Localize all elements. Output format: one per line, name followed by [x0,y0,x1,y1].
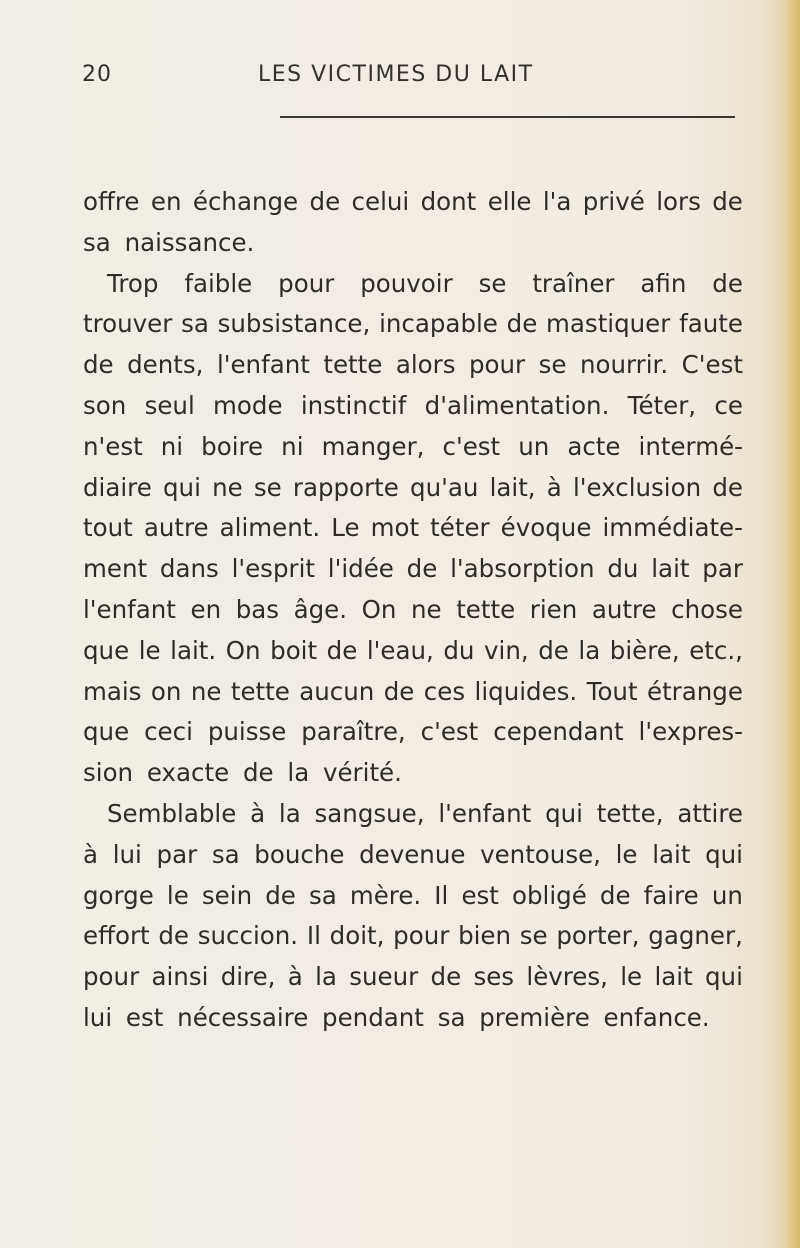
text-line: lui est nécessaire pendant sa première enfance. [83,1002,710,1032]
text-line: pour ainsi dire, à la sueur de ses lèvres, le lait qui [83,962,743,992]
text-line: sa naissance. [83,227,255,257]
running-title: LES VICTIMES DU LAIT [258,62,534,87]
body-text [83,182,743,1039]
text-line: sion exacte de la vérité. [83,758,402,788]
text-line: Semblable à la sangsue, l'enfant qui tette, attire [107,798,743,828]
text-line: effort de succion. Il doit, pour bien se porter, gagner, [83,921,743,951]
text-line: que ceci puisse paraître, c'est cependant l'expres- [83,717,743,747]
text-line: l'enfant en bas âge. On ne tette rien autre chose [83,594,743,624]
text-line: mais on ne tette aucun de ces liquides. Tout étrange [83,676,743,706]
text-line: n'est ni boire ni manger, c'est un acte intermé- [83,431,743,461]
page-header [0,62,800,102]
text-line: son seul mode instinctif d'alimentation. Téter, ce [83,390,743,420]
text-line: Trop faible pour pouvoir se traîner afin de [107,268,743,298]
text-line: gorge le sein de sa mère. Il est obligé de faire un [83,880,743,910]
text-line: que le lait. On boit de l'eau, du vin, de la bière, etc., [83,635,743,665]
text-line: de dents, l'enfant tette alors pour se nourrir. C'est [83,350,743,380]
text-line: offre en échange de celui dont elle l'a privé lors de [83,187,743,216]
page-edge-shadow [782,0,800,1248]
header-rule [280,116,735,118]
text-line: tout autre aliment. Le mot téter évoque immédiate- [83,513,743,543]
text-line: ment dans l'esprit l'idée de l'absorption du lait par [83,554,743,584]
page-number: 20 [82,62,112,87]
text-line: à lui par sa bouche devenue ventouse, le lait qui [83,839,743,869]
text-line: diaire qui ne se rapporte qu'au lait, à l'exclusion de [83,472,743,502]
text-line: trouver sa subsistance, incapable de mastiquer faute [83,309,743,339]
